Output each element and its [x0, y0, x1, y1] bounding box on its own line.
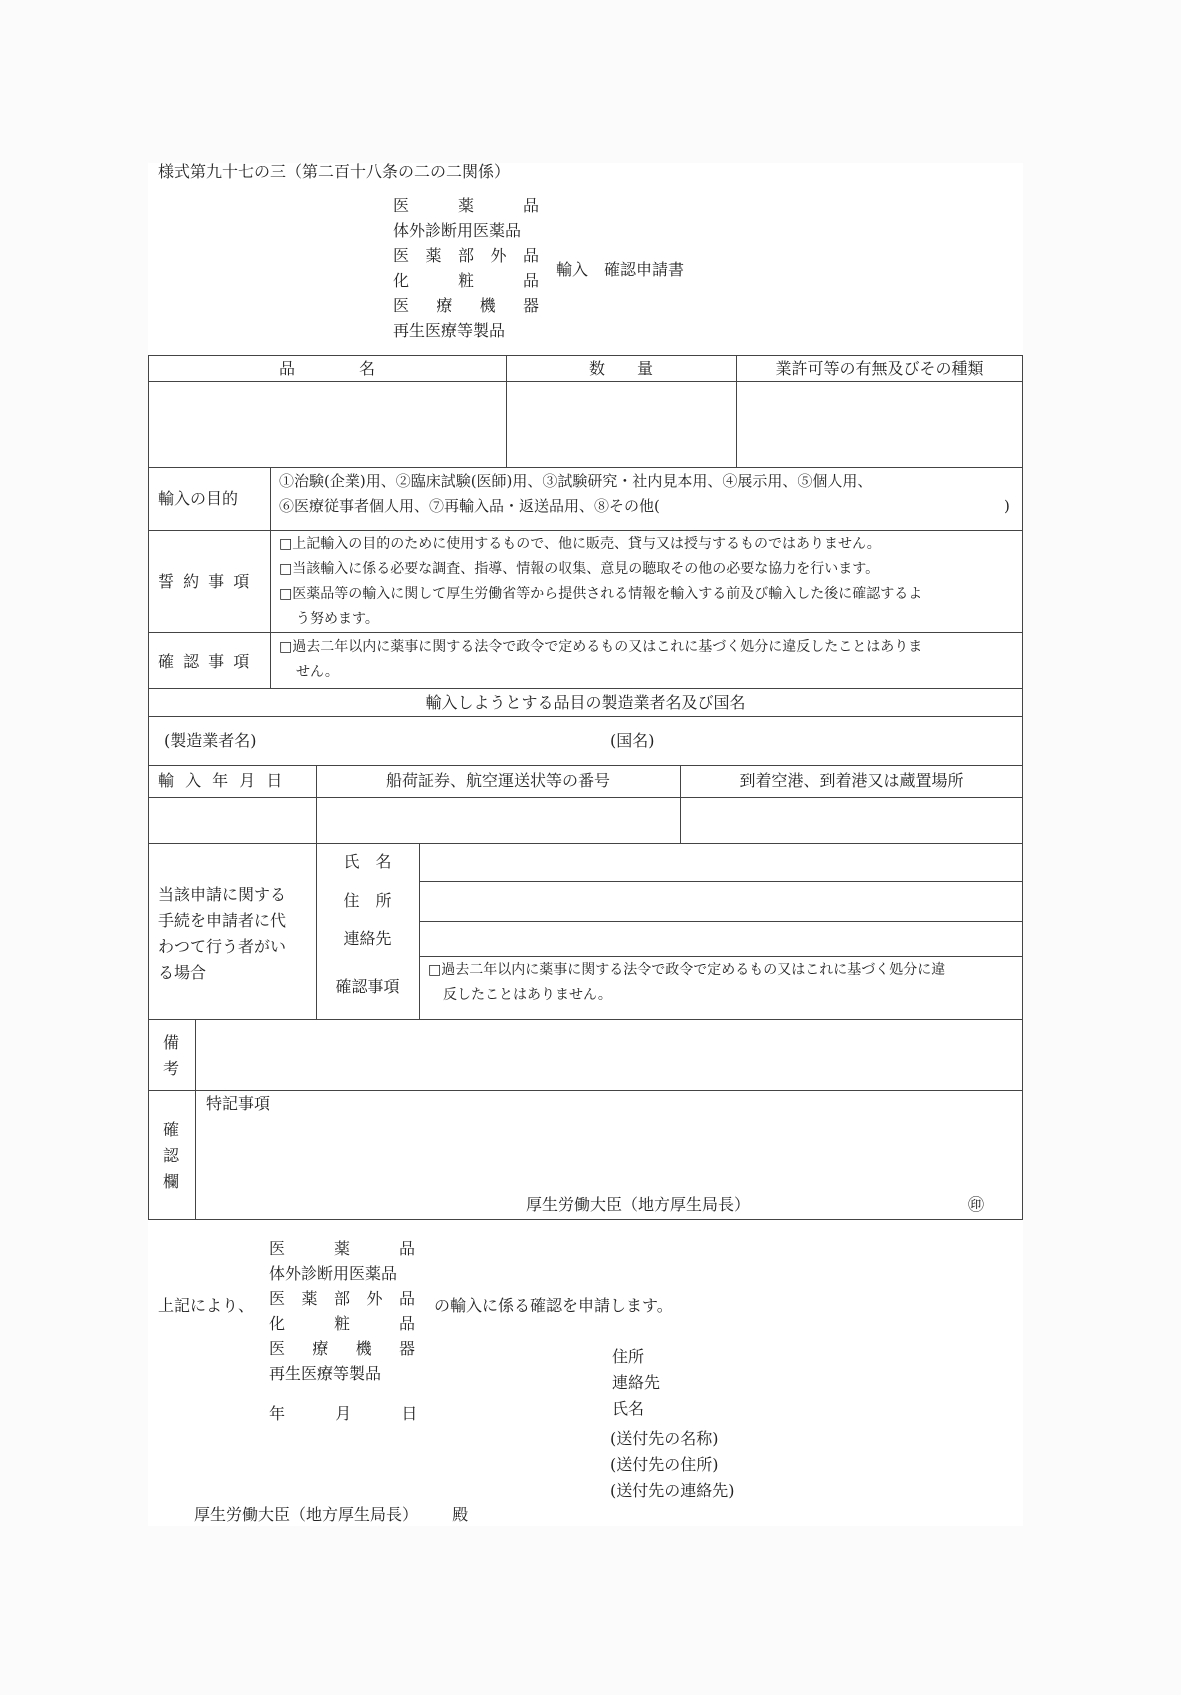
product-type-option[interactable]: 化 粧 品: [393, 271, 539, 290]
agent-section-label: 当該申請に関する 手続を申請者に代 わつて行う者がい る場合: [158, 885, 287, 982]
agent-name-label: 氏 名: [343, 852, 392, 871]
product-type-option[interactable]: 医 薬 品: [393, 196, 539, 215]
agent-address-field[interactable]: [421, 883, 1021, 920]
pledge-item-1[interactable]: □上記輸入の目的のために使用するもので、他に販売、貸与又は授与するものではありません。: [279, 536, 881, 552]
license-field[interactable]: [738, 383, 1021, 466]
product-type-option[interactable]: 医 薬 部 外 品: [269, 1289, 415, 1308]
delivery-fields: [610, 1426, 735, 1504]
purpose-options-line2[interactable]: ⑥医療従事者個人用、⑦再輸入品・返送品用、⑧その他(: [279, 497, 660, 515]
manufacturer-section-title: 輸入しようとする品目の製造業者名及び国名: [425, 693, 746, 712]
header-license: 業許可等の有無及びその種類: [775, 359, 984, 378]
header-product-types: [393, 193, 539, 343]
pledge-label: 誓 約 事 項: [158, 572, 252, 591]
footer-prefix: 上記により、: [158, 1296, 255, 1315]
pledge-item-3[interactable]: □医薬品等の輸入に関して厚生労働省等から提供される情報を輸入する前及び輸入した後に確認するよ: [279, 586, 923, 602]
agent-contact-label: 連絡先: [343, 929, 392, 948]
product-type-option[interactable]: 再生医療等製品: [393, 321, 506, 340]
agent-confirm-item[interactable]: □過去二年以内に薬事に関する法令で政令で定めるもの又はこれに基づく処分に違: [428, 962, 946, 978]
confirm-box-label: 確 認 欄: [162, 1120, 179, 1191]
purpose-label: 輸入の目的: [158, 489, 239, 508]
applicant-address-label: 住所: [612, 1347, 645, 1366]
applicant-name-label: 氏名: [612, 1399, 645, 1418]
date-day: 日: [401, 1404, 418, 1423]
product-type-option[interactable]: 化 粧 品: [269, 1314, 415, 1333]
date-line: [269, 1404, 417, 1424]
product-type-option[interactable]: 再生医療等製品: [269, 1364, 382, 1383]
header-product-name: 品 名: [278, 359, 375, 378]
footer-statement: の輸入に係る確認を申請します。: [434, 1296, 673, 1315]
product-type-option[interactable]: 医 療 機 器: [393, 296, 539, 315]
product-type-option[interactable]: 医 療 機 器: [269, 1339, 415, 1358]
product-type-option[interactable]: 体外診断用医薬品: [269, 1264, 398, 1283]
import-date-field[interactable]: [150, 799, 314, 842]
arrival-location-field[interactable]: [682, 799, 1021, 842]
agent-contact-field[interactable]: [421, 923, 1021, 955]
delivery-contact-label: (送付先の連絡先): [610, 1481, 735, 1500]
purpose-other-close: ): [1004, 497, 1010, 515]
authority-signature: 厚生労働大臣（地方厚生局長）: [526, 1195, 751, 1214]
delivery-address-label: (送付先の住所): [610, 1455, 719, 1474]
header-bill-of-lading: 船荷証券、航空運送状等の番号: [385, 771, 610, 790]
agent-confirm-item-cont: 反したことはありません。: [443, 987, 612, 1003]
agent-address-label: 住 所: [343, 891, 392, 910]
agent-name-field[interactable]: [421, 845, 1021, 880]
seal-icon: ㊞: [968, 1195, 985, 1214]
bill-of-lading-field[interactable]: [318, 799, 678, 842]
addressee: 厚生労働大臣（地方厚生局長） 殿: [194, 1505, 469, 1524]
manufacturer-name-field[interactable]: [280, 720, 600, 762]
header-import-date: 輸 入 年 月 日: [158, 771, 286, 790]
pledge-item-2[interactable]: □当該輸入に係る必要な調査、指導、情報の収集、意見の聴取その他の必要な協力を行います。: [279, 561, 880, 577]
date-year: 年: [269, 1404, 286, 1423]
footer-product-types: [269, 1236, 415, 1386]
product-type-option[interactable]: 体外診断用医薬品: [393, 221, 522, 240]
product-type-option[interactable]: 医 薬 部 外 品: [393, 246, 539, 265]
form-title: 輸入 確認申請書: [556, 260, 685, 279]
product-type-option[interactable]: 医 薬 品: [269, 1239, 415, 1258]
confirmation-item[interactable]: □過去二年以内に薬事に関する法令で政令で定めるもの又はこれに基づく処分に違反したことはありま: [279, 639, 923, 655]
header-arrival-location: 到着空港、到着港又は蔵置場所: [739, 771, 964, 790]
pledge-item-3-cont: う努めます。: [296, 611, 379, 627]
confirmation-label: 確 認 事 項: [158, 652, 252, 671]
remarks-field[interactable]: [197, 1021, 1021, 1089]
header-quantity: 数 量: [588, 359, 653, 378]
country-field[interactable]: [670, 720, 1010, 762]
applicant-fields: [612, 1344, 660, 1422]
quantity-field[interactable]: [508, 383, 734, 466]
purpose-options-line1[interactable]: ①治験(企業)用、②臨床試験(医師)用、③試験研究・社内見本用、④展示用、⑤個人用、: [279, 472, 873, 490]
product-name-field[interactable]: [150, 383, 504, 466]
agent-confirm-label: 確認事項: [335, 977, 400, 996]
manufacturer-name-label: (製造業者名): [164, 731, 257, 750]
remarks-label: 備 考: [162, 1033, 179, 1078]
applicant-contact-label: 連絡先: [612, 1373, 661, 1392]
special-notes-label: 特記事項: [206, 1094, 271, 1113]
form-number: 様式第九十七の三（第二百十八条の二の二関係）: [158, 162, 511, 181]
delivery-name-label: (送付先の名称): [610, 1429, 719, 1448]
addressee-honorific: 殿: [452, 1505, 469, 1524]
confirmation-item-cont: せん。: [296, 664, 339, 680]
date-month: 月: [335, 1404, 352, 1423]
country-label: (国名): [610, 731, 655, 750]
